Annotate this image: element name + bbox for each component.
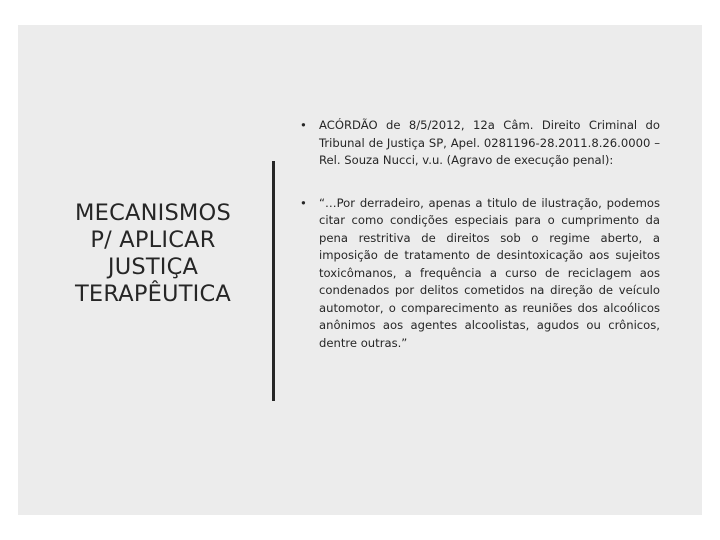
bullet-item-quote <box>300 195 660 353</box>
bullet-item-acordao <box>300 117 660 170</box>
slide-title <box>58 200 248 308</box>
bullet-marker: • <box>300 118 307 132</box>
title-line: TERAPÊUTICA <box>74 281 231 307</box>
title-line: P/ APLICAR <box>90 227 216 253</box>
bullet-text: “…Por derradeiro, apenas a titulo de ilustração, podemos citar como condições especiais para o cumprimento da pena restritiva de direitos sob o regime aberto, a imposição de tratamento de desintoxicação aos sujeitos toxicômanos, a frequência a curso de reciclagem aos condenados por delitos cometidos na direção de veículo automotor, o comparecimento as reuniões dos alcoólicos anônimos aos agentes alcoolistas, agudos ou crônicos, dentre outras.” <box>319 195 660 350</box>
slide <box>18 25 702 515</box>
bullet-text: ACÓRDÃO de 8/5/2012, 12a Câm. Direito Criminal do Tribunal de Justiça SP, Apel. 0281196-28.2011.8.26.0000 – Rel. Souza Nucci, v.u. (Agravo de execução penal): <box>319 118 660 167</box>
title-line: MECANISMOS <box>75 200 231 226</box>
bullet-list <box>300 117 660 352</box>
vertical-divider <box>272 161 275 401</box>
title-line: JUSTIÇA <box>107 254 199 280</box>
bullet-marker: • <box>300 195 307 210</box>
